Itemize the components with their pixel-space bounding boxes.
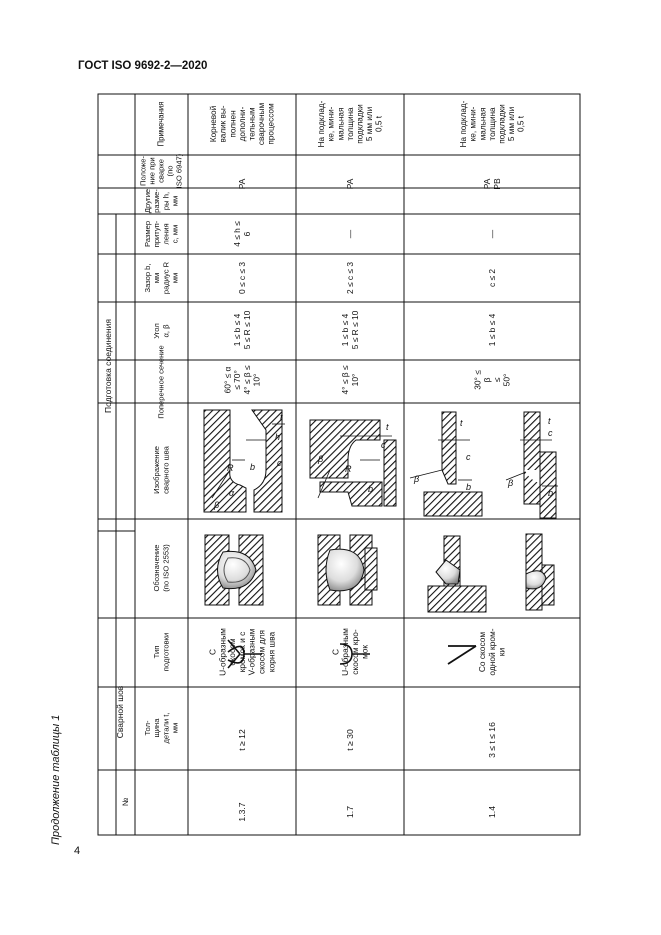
cell-prep-type-line: ки xyxy=(496,647,507,657)
cell-notes xyxy=(459,100,526,147)
svg-text:t: t xyxy=(386,422,389,432)
cell-root-face-line: 2 ≤ c ≤ 3 xyxy=(344,261,355,295)
header-root-face-line: c, мм xyxy=(170,224,180,244)
cell-thickness-line: 3 ≤ t ≤ 16 xyxy=(487,722,498,758)
cell-other xyxy=(232,221,252,247)
cell-no-line: 1.4 xyxy=(487,806,498,818)
cell-notes-line: толщина xyxy=(487,107,497,141)
table-caption: Продолжение таблицы 1 xyxy=(50,714,62,845)
group-prep-label: Подготовка соединения xyxy=(103,319,113,413)
cell-prep-type-line: С xyxy=(330,648,341,656)
svg-text:h: h xyxy=(275,432,281,442)
cell-gap xyxy=(487,313,497,346)
weld-image-1-3-7 xyxy=(205,535,263,605)
header-position-line: Положе- xyxy=(138,155,148,187)
svg-text:β: β xyxy=(214,500,220,510)
cell-prep-type-line: V-образным xyxy=(246,628,257,676)
header-thickness-line: детали t, xyxy=(161,712,171,744)
cell-notes xyxy=(209,103,276,146)
cell-thickness xyxy=(237,729,247,751)
svg-text:b: b xyxy=(368,484,374,494)
header-root-face-line: Размер xyxy=(142,220,152,248)
cell-notes-line: дополни- xyxy=(237,106,247,142)
svg-text:t: t xyxy=(548,416,551,426)
header-thickness xyxy=(143,712,180,743)
svg-text:R: R xyxy=(227,463,234,473)
header-notes-line: Примечания xyxy=(156,101,166,147)
cell-root-face-line: 0 ≤ c ≤ 3 xyxy=(236,261,247,295)
cell-position-line: PB xyxy=(492,178,503,190)
cell-thickness xyxy=(487,722,497,758)
header-prep-type xyxy=(152,633,170,671)
svg-text:t: t xyxy=(460,418,463,428)
group-weld-label: Сварной шов xyxy=(115,685,125,739)
page-number: 4 xyxy=(74,845,81,857)
header-other-line: Другие xyxy=(142,188,152,214)
cell-angle-line: 10° xyxy=(251,373,262,387)
cell-notes-line: толщина xyxy=(345,107,355,141)
header-cross-section xyxy=(157,345,166,419)
cell-angle-line: 60° ≤ α xyxy=(222,366,233,394)
cell-notes-line: ке, мини- xyxy=(326,106,336,142)
cell-notes-line: На подклад- xyxy=(317,100,327,148)
cell-thickness-line: t ≥ 30 xyxy=(345,729,356,751)
header-other-line: разме- xyxy=(152,189,162,213)
weld-symbol-1-4 xyxy=(448,646,476,664)
cell-prep-type xyxy=(477,628,507,675)
header-other xyxy=(143,189,180,214)
cell-notes-line: валик вы- xyxy=(218,105,228,143)
cell-position-line: PA xyxy=(345,178,356,190)
cell-position xyxy=(345,178,355,189)
cell-prep-type-line: скосом xyxy=(227,638,238,666)
cell-no xyxy=(237,802,247,821)
cell-notes-line: подкладки xyxy=(355,104,365,144)
weld-image-1-7 xyxy=(318,535,377,605)
header-position-line: сварке xyxy=(156,159,166,183)
cell-notes-line: сварочным xyxy=(257,102,267,146)
cell-other-line: — xyxy=(344,229,355,239)
table-body xyxy=(208,100,526,821)
cell-notes-line: мальная xyxy=(336,107,346,141)
cell-angle-line: ≤ xyxy=(491,377,502,383)
header-thickness-line: Тол- xyxy=(142,720,152,736)
cell-notes-line: процессом xyxy=(266,103,276,145)
header-position-line: ISO 6947) xyxy=(174,153,184,189)
svg-text:b: b xyxy=(466,482,472,492)
cross-section-1-4-b xyxy=(506,412,558,518)
cell-prep-type-line: скосом кро- xyxy=(349,629,360,675)
cell-angle-line: 10° xyxy=(349,373,360,387)
header-angle xyxy=(152,323,170,339)
cell-root-face xyxy=(345,262,355,294)
header-root-face xyxy=(143,220,180,247)
cell-other xyxy=(345,229,355,238)
svg-text:β: β xyxy=(414,474,420,484)
svg-text:c: c xyxy=(381,440,386,450)
cell-other-line: — xyxy=(486,229,497,239)
cell-notes-line: Корневой xyxy=(209,105,219,143)
header-position xyxy=(139,153,184,188)
cell-notes xyxy=(317,100,384,147)
cell-gap-line: 5 ≤ R ≤ 10 xyxy=(349,310,360,350)
header-angle-line: Угол xyxy=(152,323,162,339)
header-gap xyxy=(143,261,180,294)
header-gap-line: мм xyxy=(152,272,162,284)
cell-notes-line: 5 мм или xyxy=(507,106,517,142)
cell-position-line: PA xyxy=(482,178,493,190)
cross-section-1-7 xyxy=(310,420,396,506)
cell-notes-line: На подклад- xyxy=(459,100,469,148)
cell-gap xyxy=(232,310,252,349)
cell-notes-line: подкладки xyxy=(497,104,507,144)
cell-position-line: PA xyxy=(237,178,248,190)
cell-other xyxy=(487,229,497,238)
svg-text:t: t xyxy=(280,412,283,422)
cell-gap-line: 1 ≤ b ≤ 4 xyxy=(486,313,497,347)
cell-root-face-line: c ≤ 2 xyxy=(486,268,497,288)
cell-position xyxy=(237,178,247,189)
cell-angle xyxy=(222,365,261,394)
cell-notes-line: мальная xyxy=(478,107,488,141)
cell-prep-type-line: С xyxy=(207,648,218,656)
cell-angle-line: ≤ 70° xyxy=(232,370,243,390)
cell-no-line: 1.7 xyxy=(345,806,356,818)
svg-text:b: b xyxy=(548,488,554,498)
cell-gap-line: 5 ≤ R ≤ 10 xyxy=(241,310,252,350)
cell-notes-line: 0,5 t xyxy=(516,116,526,132)
page-title: ГОСТ ISO 9692-2—2020 xyxy=(78,60,208,72)
header-thickness-line: мм xyxy=(170,722,180,734)
header-weld-image-line: сварного шва xyxy=(161,446,171,494)
cell-notes-line: тельным xyxy=(247,107,257,141)
cell-angle xyxy=(340,365,360,394)
header-designation-line: (по ISO 2553) xyxy=(161,544,171,592)
cell-no xyxy=(487,806,497,818)
cell-notes-line: 5 мм или xyxy=(365,106,375,142)
cell-no xyxy=(345,806,355,818)
svg-text:c: c xyxy=(548,428,553,438)
header-prep-type-line: Тип xyxy=(152,645,162,659)
cell-angle-line: 30° ≤ xyxy=(472,370,483,390)
cell-no-line: 1.3.7 xyxy=(237,802,248,822)
header-weld-image xyxy=(152,445,170,494)
cell-notes-line: полнен xyxy=(228,110,238,138)
header-position-line: (по xyxy=(165,165,175,177)
cell-angle xyxy=(472,370,511,390)
cell-gap-line: 1 ≤ b ≤ 4 xyxy=(339,313,350,347)
cell-prep-type-line: кромок и с xyxy=(236,631,247,673)
header-gap-line: Зазор b, xyxy=(142,263,152,293)
cell-thickness-line: t ≥ 12 xyxy=(237,729,248,751)
svg-text:β: β xyxy=(508,478,514,488)
cell-angle-line: 50° xyxy=(501,373,512,387)
cell-prep-type-line: U-образным xyxy=(340,628,351,676)
cell-prep-type-line: скосом для xyxy=(256,630,267,674)
header-weld-image-line: Изображение xyxy=(152,446,162,494)
header-designation-line: Обозначение xyxy=(152,544,162,592)
cell-root-face xyxy=(487,269,497,287)
header-other-line: ры h, xyxy=(161,191,171,211)
header-position-line: ние при xyxy=(147,157,157,185)
weld-image-1-4-a xyxy=(428,536,486,612)
header-thickness-line: щина xyxy=(152,718,162,738)
header-gap-line: мм xyxy=(170,272,180,284)
cell-position xyxy=(482,178,502,190)
header-cross-section-line: Поперечное сечение xyxy=(156,345,166,419)
cell-thickness xyxy=(345,729,355,751)
cell-angle-line: 4° ≤ β ≤ xyxy=(340,365,351,395)
header-notes xyxy=(157,101,166,146)
svg-text:β: β xyxy=(318,454,324,464)
cell-notes-line: ке, мини- xyxy=(468,106,478,142)
cell-angle-line: 4° ≤ β ≤ xyxy=(241,365,252,395)
cell-prep-type-line: U-образным xyxy=(217,628,228,676)
header-no xyxy=(121,797,130,806)
cell-other-line: 4 ≤ h ≤ xyxy=(231,221,242,247)
cell-prep-type xyxy=(208,628,277,676)
cell-gap xyxy=(340,310,360,349)
header-angle-line: α, β xyxy=(161,324,171,338)
cell-gap-line: 1 ≤ b ≤ 4 xyxy=(231,313,242,347)
cell-other-line: 6 xyxy=(241,231,252,237)
cell-prep-type-line: одной кром- xyxy=(486,628,497,676)
cross-section-1-3-7 xyxy=(204,410,285,512)
header-no-line: № xyxy=(120,797,130,807)
header-designation xyxy=(152,544,170,592)
svg-text:c: c xyxy=(466,452,471,462)
svg-text:b: b xyxy=(250,462,256,472)
cell-root-face xyxy=(237,262,247,294)
header-prep-type-line: подготовки xyxy=(161,632,171,672)
cross-section-1-4-a xyxy=(410,412,482,516)
column-headers xyxy=(121,101,184,806)
cell-prep-type-line: корня шва xyxy=(266,631,277,673)
cell-prep-type-line: Со скосом xyxy=(477,631,488,673)
cell-notes-line: 0,5 t xyxy=(374,116,384,132)
cell-angle-line: β xyxy=(482,377,493,383)
cell-prep-type xyxy=(330,628,369,676)
svg-text:R: R xyxy=(345,464,352,474)
svg-text:c: c xyxy=(277,458,282,468)
weld-image-1-4-b xyxy=(526,534,554,610)
cell-prep-type-line: мок xyxy=(359,644,370,660)
header-other-line: мм xyxy=(170,195,180,207)
header-root-face-line: ления xyxy=(161,223,171,245)
header-gap-line: радиус R xyxy=(161,261,171,295)
svg-text:α: α xyxy=(229,488,235,498)
header-root-face-line: притуп- xyxy=(152,220,162,248)
